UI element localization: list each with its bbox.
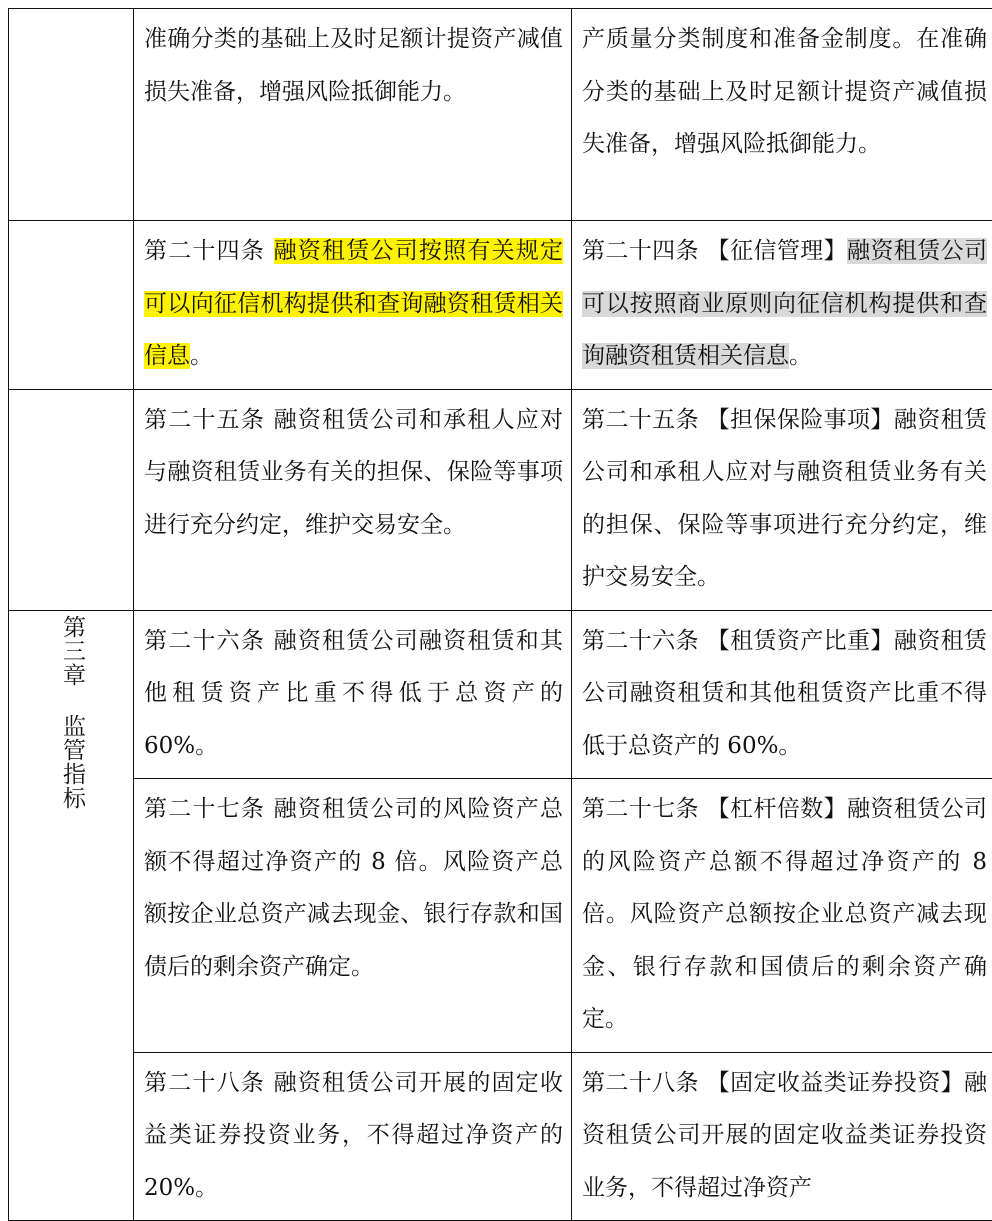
new-text-cell bbox=[572, 389, 992, 610]
chapter-cell-empty bbox=[9, 389, 134, 610]
old-text-cell bbox=[134, 389, 572, 610]
old-text-cell bbox=[134, 610, 572, 779]
table-row bbox=[9, 1052, 992, 1221]
old-text-cell bbox=[134, 779, 572, 1053]
old-article-prefix: 第二十四条 bbox=[144, 238, 274, 264]
old-text: 准确分类的基础上及时足额计提资产减值损失准备，增强风险抵御能力。 bbox=[144, 26, 563, 105]
old-text-cell bbox=[134, 1052, 572, 1221]
old-text: 第二十五条 融资租赁公司和承租人应对与融资租赁业务有关的担保、保险等事项进行充分约定，维护交易安全。 bbox=[144, 407, 563, 538]
chapter-cell-empty bbox=[9, 221, 134, 390]
new-article-suffix: 。 bbox=[789, 343, 812, 369]
new-text: 第二十七条 【杠杆倍数】融资租赁公司的风险资产总额不得超过净资产的 8 倍。风险资产总额按企业总资产减去现金、银行存款和国债后的剩余资产确定。 bbox=[582, 796, 987, 1032]
chapter-title: 第三章 监管指标 bbox=[57, 615, 87, 810]
new-text-cell bbox=[572, 9, 992, 221]
old-article-suffix: 。 bbox=[190, 343, 213, 369]
old-text: 第二十七条 融资租赁公司的风险资产总额不得超过净资产的 8 倍。风险资产总额按企业总资产减去现金、银行存款和国债后的剩余资产确定。 bbox=[144, 796, 563, 980]
chapter-cell bbox=[9, 610, 134, 1221]
new-text-cell bbox=[572, 1052, 992, 1221]
new-highlighted-text: 融资租赁公司可以按照商业原则向征信机构提供和查询融资租赁相关信息 bbox=[582, 238, 987, 369]
table-row bbox=[9, 779, 992, 1053]
old-highlighted-text: 融资租赁公司按照有关规定可以向征信机构提供和查询融资租赁相关信息 bbox=[144, 238, 563, 369]
table-row bbox=[9, 610, 992, 779]
table-row bbox=[9, 9, 992, 221]
old-text-cell bbox=[134, 221, 572, 390]
old-text: 第二十六条 融资租赁公司融资租赁和其他租赁资产比重不得低于总资产的 60%。 bbox=[144, 628, 563, 759]
new-text: 第二十六条 【租赁资产比重】融资租赁公司融资租赁和其他租赁资产比重不得低于总资产的 60%。 bbox=[582, 628, 987, 759]
old-text: 第二十八条 融资租赁公司开展的固定收益类证券投资业务，不得超过净资产的 20%。 bbox=[144, 1070, 563, 1201]
new-text-cell bbox=[572, 610, 992, 779]
new-text-cell bbox=[572, 779, 992, 1053]
new-text: 第二十五条 【担保保险事项】融资租赁公司和承租人应对与融资租赁业务有关的担保、保险等事项进行充分约定，维护交易安全。 bbox=[582, 407, 987, 591]
new-text: 产质量分类制度和准备金制度。在准确分类的基础上及时足额计提资产减值损失准备，增强风险抵御能力。 bbox=[582, 26, 987, 157]
table-row bbox=[9, 389, 992, 610]
chapter-cell-empty bbox=[9, 9, 134, 221]
old-text-cell bbox=[134, 9, 572, 221]
table-row bbox=[9, 221, 992, 390]
comparison-table bbox=[8, 8, 992, 1221]
new-text-cell bbox=[572, 221, 992, 390]
new-text: 第二十八条 【固定收益类证券投资】融资租赁公司开展的固定收益类证券投资业务，不得超过净资产 bbox=[582, 1070, 987, 1201]
new-article-prefix: 第二十四条 【征信管理】 bbox=[582, 238, 847, 264]
